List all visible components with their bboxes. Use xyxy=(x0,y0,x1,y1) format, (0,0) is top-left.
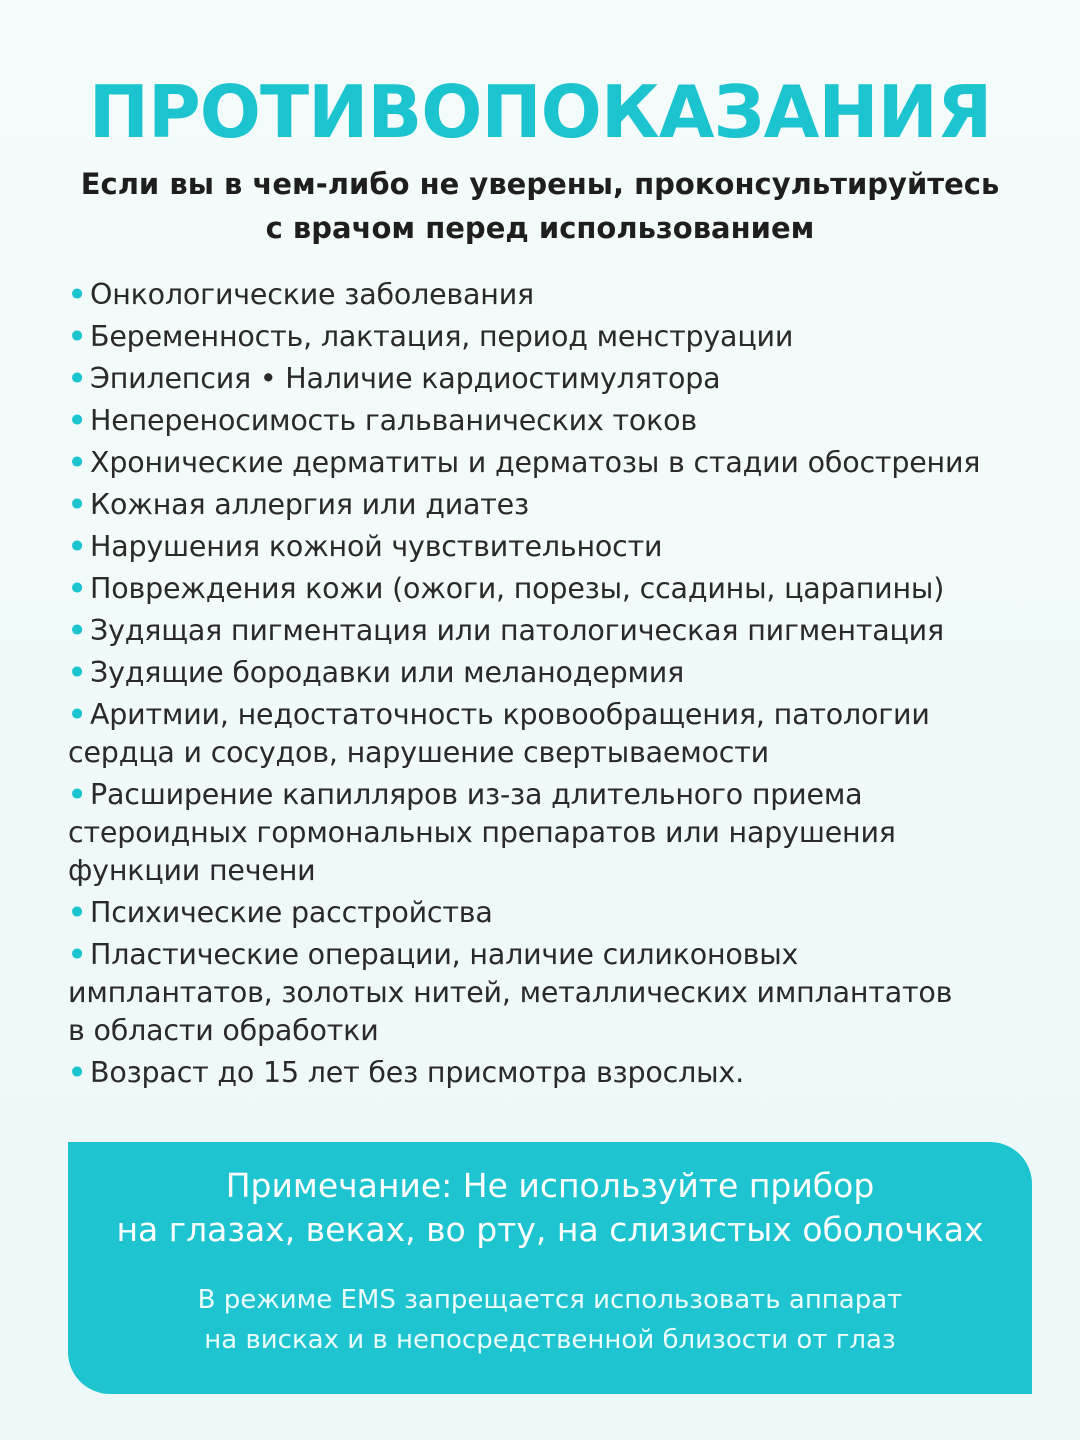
bullet-icon: • xyxy=(68,698,87,731)
list-item-line xyxy=(68,528,1053,566)
list-item-line xyxy=(68,974,1053,1012)
list-item-line xyxy=(68,1054,1053,1092)
bullet-icon: • xyxy=(68,488,87,521)
bullet-icon: • xyxy=(68,362,87,395)
bullet-icon: • xyxy=(68,896,87,929)
list-item xyxy=(68,528,1053,566)
list-item-text: Хронические дерматиты и дерматозы в стадии обострения xyxy=(90,446,981,479)
list-item-text: функции печени xyxy=(68,854,316,887)
bullet-icon: • xyxy=(68,778,87,811)
list-item-text: Кожная аллергия или диатез xyxy=(90,488,529,521)
list-item xyxy=(68,776,1053,890)
list-item-text: в области обработки xyxy=(68,1014,379,1047)
list-item xyxy=(68,1054,1053,1092)
list-item-line xyxy=(68,1012,1053,1050)
note-main-text xyxy=(68,1164,1032,1252)
bullet-icon: • xyxy=(68,446,87,479)
bullet-icon: • xyxy=(68,1056,87,1089)
bullet-icon: • xyxy=(68,572,87,605)
list-item-line xyxy=(68,936,1053,974)
note-sub-text xyxy=(68,1280,1032,1360)
list-item xyxy=(68,276,1053,314)
note-sub-line: В режиме EMS запрещается использовать аппарат xyxy=(197,1285,903,1315)
list-item-text: Нарушения кожной чувствительности xyxy=(90,530,663,563)
list-item-text: Зудящая пигментация или патологическая пигментация xyxy=(90,614,944,647)
list-item-text: Непереносимость гальванических токов xyxy=(90,404,697,437)
list-item xyxy=(68,612,1053,650)
list-item-line xyxy=(68,852,1053,890)
subtitle-line: Если вы в чем-либо не уверены, проконсультируйтесь xyxy=(80,167,1000,201)
list-item-line xyxy=(68,894,1053,932)
page-subtitle xyxy=(40,162,1040,250)
list-item xyxy=(68,402,1053,440)
list-item-line xyxy=(68,776,1053,814)
list-item xyxy=(68,444,1053,482)
list-item-text: Психические расстройства xyxy=(90,896,493,929)
list-item xyxy=(68,936,1053,1050)
list-item-text: Беременность, лактация, период менструации xyxy=(90,320,794,353)
list-item-line xyxy=(68,318,1053,356)
bullet-icon: • xyxy=(68,530,87,563)
list-item-text: Аритмии, недостаточность кровообращения, патологии xyxy=(90,698,930,731)
list-item xyxy=(68,318,1053,356)
list-item xyxy=(68,894,1053,932)
list-item-text: Возраст до 15 лет без присмотра взрослых. xyxy=(90,1056,744,1089)
list-item xyxy=(68,360,1053,398)
list-item-line xyxy=(68,696,1053,734)
contraindications-list xyxy=(68,276,1053,1096)
list-item-line xyxy=(68,444,1053,482)
note-main-line: на глазах, веках, во рту, на слизистых оболочках xyxy=(116,1210,984,1249)
list-item-text: стероидных гормональных препаратов или нарушения xyxy=(68,816,896,849)
list-item-line xyxy=(68,612,1053,650)
page-title: ПРОТИВОПОКАЗАНИЯ xyxy=(88,70,992,154)
list-item xyxy=(68,486,1053,524)
list-item-text: Эпилепсия • Наличие кардиостимулятора xyxy=(90,362,721,395)
list-item xyxy=(68,570,1053,608)
list-item-line xyxy=(68,814,1053,852)
note-box xyxy=(68,1142,1032,1394)
bullet-icon: • xyxy=(68,278,87,311)
list-item-line xyxy=(68,276,1053,314)
list-item-text: Расширение капилляров из-за длительного приема xyxy=(90,778,863,811)
list-item-line xyxy=(68,360,1053,398)
list-item-text: имплантатов, золотых нитей, металлических имплантатов xyxy=(68,976,953,1009)
list-item-text: Пластические операции, наличие силиконовых xyxy=(90,938,799,971)
list-item-line xyxy=(68,570,1053,608)
list-item-line xyxy=(68,654,1053,692)
list-item-line xyxy=(68,486,1053,524)
list-item xyxy=(68,654,1053,692)
bullet-icon: • xyxy=(68,656,87,689)
list-item-text: Повреждения кожи (ожоги, порезы, ссадины, царапины) xyxy=(90,572,945,605)
bullet-icon: • xyxy=(68,320,87,353)
list-item-text: Онкологические заболевания xyxy=(90,278,534,311)
list-item-line xyxy=(68,402,1053,440)
bullet-icon: • xyxy=(68,404,87,437)
list-item-text: Зудящие бородавки или меланодермия xyxy=(90,656,685,689)
list-item-text: сердца и сосудов, нарушение свертываемости xyxy=(68,736,769,769)
bullet-icon: • xyxy=(68,938,87,971)
list-item xyxy=(68,696,1053,772)
subtitle-line: с врачом перед использованием xyxy=(265,211,815,245)
note-main-line: Примечание: Не используйте прибор xyxy=(225,1166,875,1205)
list-item-line xyxy=(68,734,1053,772)
bullet-icon: • xyxy=(68,614,87,647)
note-sub-line: на висках и в непосредственной близости от глаз xyxy=(204,1325,896,1355)
